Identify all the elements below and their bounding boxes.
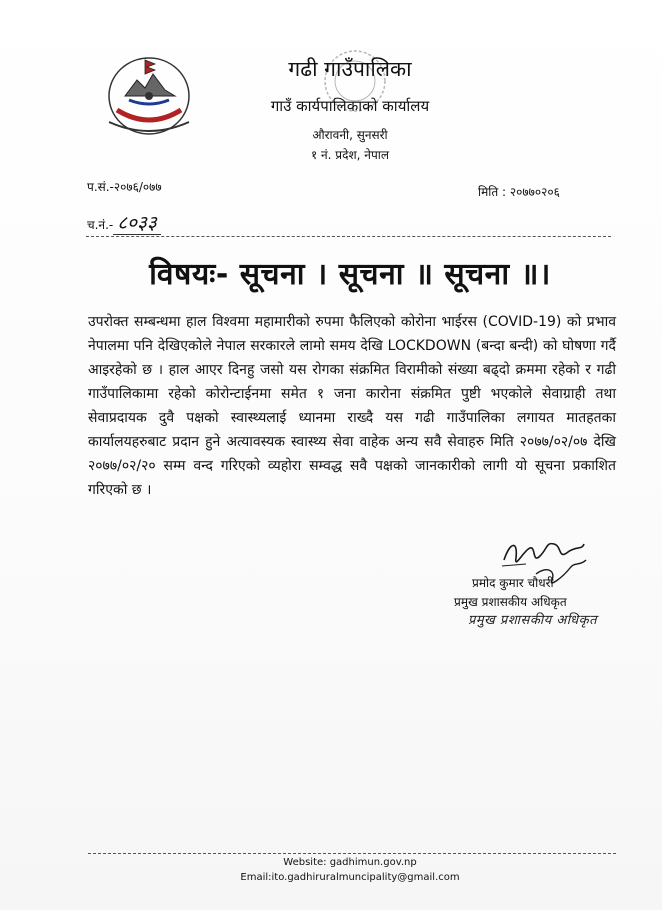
municipality-title: गढी गाउँपालिका xyxy=(288,57,412,81)
footer-email: Email:ito.gadhiruralmuncipality@gmail.com xyxy=(240,872,460,883)
dispatch-handwritten-number: ८०३३ xyxy=(113,212,161,235)
signatory-title: प्रमुख प्रशासकीय अधिकृत xyxy=(454,595,567,609)
reference-number: प.सं.-२०७६/०७७ xyxy=(87,180,162,194)
designation-stamp: प्रमुख प्रशासकीय अधिकृत xyxy=(468,613,598,628)
dispatch-number xyxy=(87,209,161,235)
province-line: १ नं. प्रदेश, नेपाल xyxy=(310,148,390,162)
office-name: गाउँ कार्यपालिकाको कार्यालय xyxy=(270,97,430,115)
notice-subject: विषयः- सूचना । सूचना ॥ सूचना ॥। xyxy=(149,257,551,292)
signatory-name: प्रमोद कुमार चौधरी xyxy=(472,576,554,590)
footer-divider xyxy=(88,853,616,854)
header-divider xyxy=(86,236,611,237)
notice-date: मिति : २०७७०२०६ xyxy=(478,185,560,199)
dispatch-label: च.नं.- xyxy=(87,218,114,232)
notice-body: उपरोक्त सम्बन्धमा हाल विश्वमा महामारीको रुपमा फैलिएको कोरोना भाईरस (COVID-19) को प्रभाव नेपालमा पनि देखिएकोले नेपाल सरकारले लामो समय देखि LOCKDOWN (बन्दा बन्दी) को घोषणा गर्दै आइरहेको छ । हाल आएर दिनहु जसो यस रोगका संक्रमित विरामीको संख्या बढ्दो क्रममा रहेको र गढी गाउँपालिकामा रहेको कोरोन्टाईनमा समेत १ जना कारोना संक्रमित पुष्टी भएकोले सेवाग्राही तथा सेवाप्रदायक दुवै पक्षको स्वास्थ्यलाई ध्यानमा राख्दै यस गढी गाउँपालिका लगायत मातहतका कार्यालयहरुबाट प्रदान हुने अत्यावस्यक स्वास्थ्य सेवा वाहेक अन्य सवै सेवाहरु मिति २०७७/०२/०७ देखि २०७७/०२/२० सम्म वन्द गरिएको व्यहोरा सम्वद्ध सवै पक्षको जानकारीको लागी यो सूचना प्रकाशित गरिएको छ । xyxy=(88,314,616,498)
office-address: औरावनी, सुनसरी xyxy=(312,128,388,142)
footer-website: Website: gadhimun.gov.np xyxy=(283,857,417,868)
